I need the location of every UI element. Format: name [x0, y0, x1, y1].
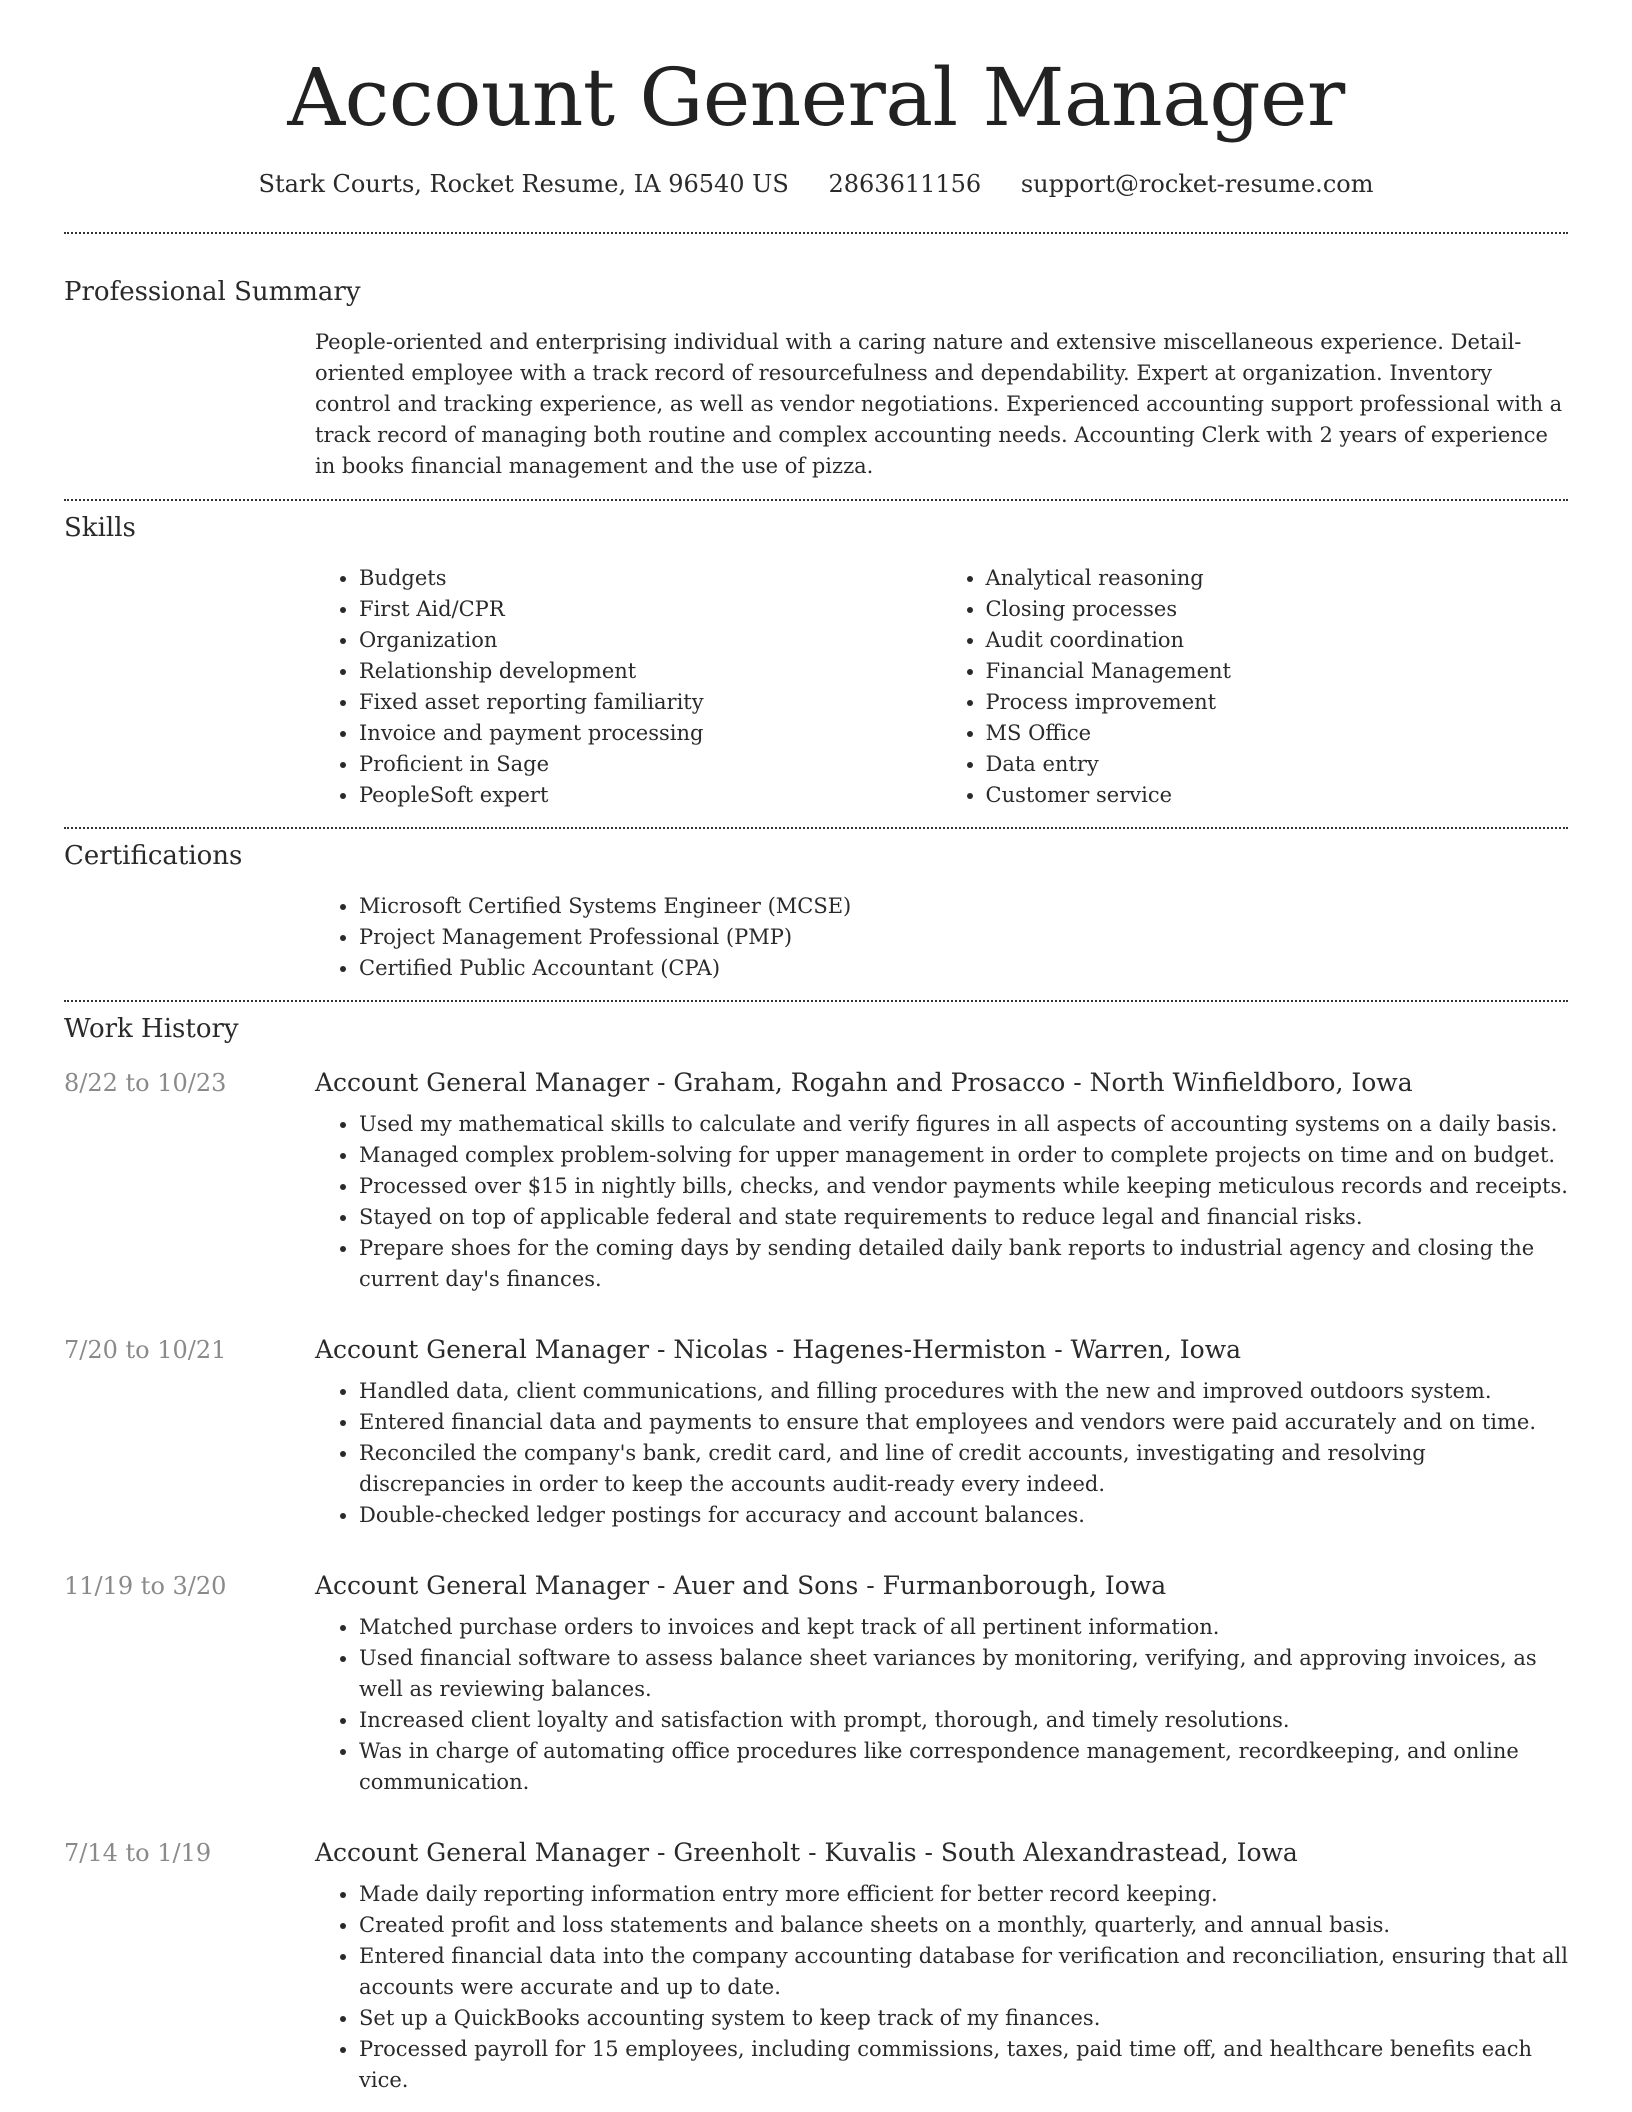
list-item: • Matched purchase orders to invoices and kept track of all pertinent information. [359, 1612, 1568, 1643]
list-item: • Processed over $15 in nightly bills, checks, and vendor payments while keeping meticulous records and receipts. [359, 1171, 1568, 1202]
list-item: • PeopleSoft expert [359, 780, 942, 811]
list-item: • Increased client loyalty and satisfaction with prompt, thorough, and timely resolutions. [359, 1705, 1568, 1736]
contact-email: support@rocket-resume.com [1020, 170, 1374, 198]
list-item: • Handled data, client communications, and filling procedures with the new and improved outdoors system. [359, 1376, 1568, 1407]
summary-text: People-oriented and enterprising individual with a caring nature and extensive miscellaneous experience. Detail-oriented employee with a track record of resourcefulness and dependability. Expert at organization. Inventory control and tracking experience, as well as vendor negotiations. Experienced accounting support professional with a track record of managing both routine and complex accounting needs. Accounting Clerk with 2 years of experience in books financial management and the use of pizza. [315, 330, 1563, 478]
list-item: • Analytical reasoning [986, 563, 1569, 594]
job-header [64, 1838, 1568, 1867]
list-item: • First Aid/CPR [359, 594, 942, 625]
job-header [64, 1335, 1568, 1364]
job-dates: 8/22 to 10/23 [64, 1069, 227, 1097]
list-item: • Made daily reporting information entry more efficient for better record keeping. [359, 1879, 1568, 1910]
job-bullets [315, 1879, 1568, 2096]
list-item: • Stayed on top of applicable federal and state requirements to reduce legal and financial risks. [359, 1202, 1568, 1233]
divider [64, 499, 1568, 501]
contact-address: Stark Courts, Rocket Resume, IA 96540 US [258, 170, 789, 198]
resume-page [64, 0, 1568, 2096]
list-item: • Closing processes [986, 594, 1569, 625]
job-title: Account General Manager - Graham, Rogahn and Prosacco - North Winfieldboro, Iowa [315, 1068, 1413, 1097]
list-item: • Used financial software to assess balance sheet variances by monitoring, verifying, and approving invoices, as well as reviewing balances. [359, 1643, 1568, 1705]
list-item: • Project Management Professional (PMP) [359, 922, 1568, 953]
certifications-list [315, 891, 1568, 984]
list-item: • Managed complex problem-solving for upper management in order to complete projects on time and on budget. [359, 1140, 1568, 1171]
job-bullets [315, 1612, 1568, 1798]
skills-list-right [942, 563, 1569, 811]
list-item: • Fixed asset reporting familiarity [359, 687, 942, 718]
job-title: Account General Manager - Auer and Sons - Furmanborough, Iowa [315, 1571, 1167, 1600]
list-item: • Set up a QuickBooks accounting system to keep track of my finances. [359, 2003, 1568, 2034]
list-item: • MS Office [986, 718, 1569, 749]
list-item: • Certified Public Accountant (CPA) [359, 953, 1568, 984]
job-title: Account General Manager - Greenholt - Kuvalis - South Alexandrastead, Iowa [315, 1838, 1298, 1867]
list-item: • Used my mathematical skills to calculate and verify figures in all aspects of accounting systems on a daily basis. [359, 1109, 1568, 1140]
list-item: • Processed payroll for 15 employees, including commissions, taxes, paid time off, and healthcare benefits each vice. [359, 2034, 1568, 2096]
job-title: Account General Manager - Nicolas - Hagenes-Hermiston - Warren, Iowa [315, 1335, 1242, 1364]
divider [64, 827, 1568, 829]
certifications-section-title: Certifications [64, 841, 243, 871]
job-dates: 11/19 to 3/20 [64, 1572, 227, 1600]
job-bullets [315, 1109, 1568, 1295]
list-item: • Invoice and payment processing [359, 718, 942, 749]
skills-list [315, 563, 1568, 811]
list-item: • Financial Management [986, 656, 1569, 687]
list-item: • Organization [359, 625, 942, 656]
list-item: • Prepare shoes for the coming days by sending detailed daily bank reports to industrial agency and closing the current day's finances. [359, 1233, 1568, 1295]
list-item: • Microsoft Certified Systems Engineer (MCSE) [359, 891, 1568, 922]
job-dates: 7/20 to 10/21 [64, 1336, 227, 1364]
skills-list-left [315, 563, 942, 811]
divider [64, 232, 1568, 234]
job-header [64, 1571, 1568, 1600]
list-item: • Created profit and loss statements and balance sheets on a monthly, quarterly, and annual basis. [359, 1910, 1568, 1941]
list-item: • Entered financial data and payments to ensure that employees and vendors were paid accurately and on time. [359, 1407, 1568, 1438]
contact-phone: 2863611156 [828, 170, 982, 198]
work-section-title: Work History [64, 1014, 239, 1044]
list-item: • Entered financial data into the company accounting database for verification and reconciliation, ensuring that all accounts were accurate and up to date. [359, 1941, 1568, 2003]
resume-name: Account General Manager [287, 51, 1345, 144]
list-item: • Relationship development [359, 656, 942, 687]
list-item: • Data entry [986, 749, 1569, 780]
list-item: • Reconciled the company's bank, credit card, and line of credit accounts, investigating and resolving discrepancies in order to keep the accounts audit-ready every indeed. [359, 1438, 1568, 1500]
job-bullets [315, 1376, 1568, 1531]
contact-line [64, 170, 1568, 198]
list-item: • Was in charge of automating office procedures like correspondence management, recordkeeping, and online communication. [359, 1736, 1568, 1798]
summary-section-title: Professional Summary [64, 277, 361, 307]
list-item: • Proficient in Sage [359, 749, 942, 780]
list-item: • Budgets [359, 563, 942, 594]
list-item: • Double-checked ledger postings for accuracy and account balances. [359, 1500, 1568, 1531]
job-header [64, 1068, 1568, 1097]
skills-section-title: Skills [64, 513, 136, 543]
list-item: • Process improvement [986, 687, 1569, 718]
list-item: • Customer service [986, 780, 1569, 811]
divider [64, 1000, 1568, 1002]
list-item: • Audit coordination [986, 625, 1569, 656]
job-dates: 7/14 to 1/19 [64, 1839, 212, 1867]
